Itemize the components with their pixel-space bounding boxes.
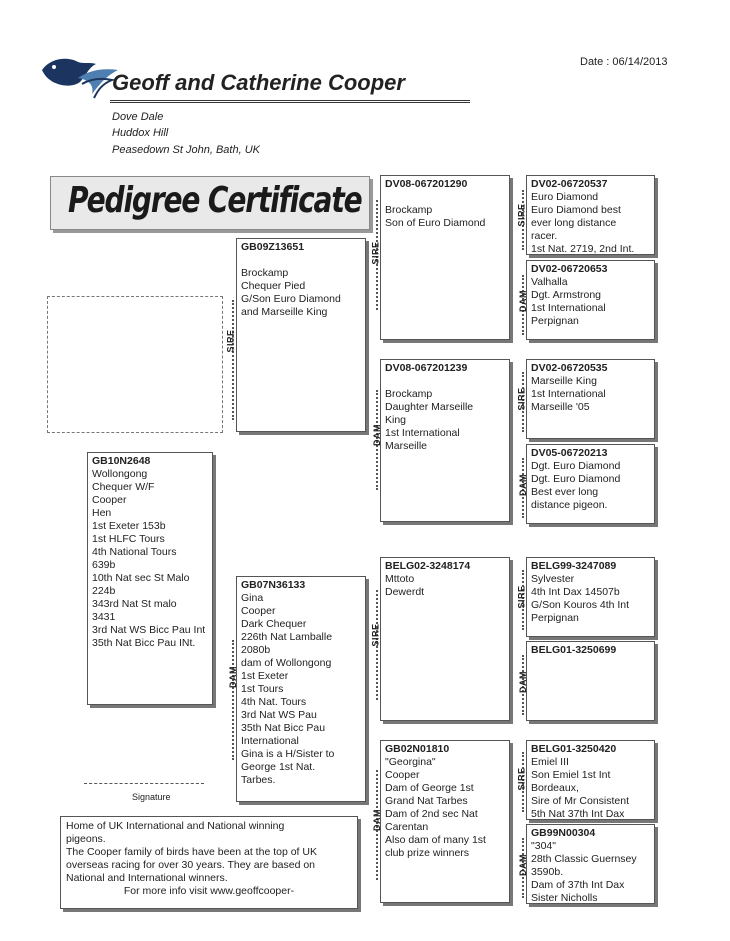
- pigeon-detail-line: 3590b.: [531, 866, 564, 878]
- sire-box: [236, 238, 366, 432]
- address-line-2: Huddox Hill: [112, 127, 169, 139]
- pigeon-detail-line: Marseille King: [531, 375, 597, 387]
- pigeon-detail-line: Daughter Marseille: [385, 401, 474, 413]
- pigeon-detail-line: [241, 254, 361, 267]
- pigeon-detail-line: Sister Nicholls: [531, 892, 598, 904]
- sss-label: SIRE: [516, 203, 527, 227]
- pigeon-detail-line: Dgt. Euro Diamond: [531, 473, 621, 485]
- pigeon-detail-line: King: [385, 414, 407, 426]
- info-line-1: Home of UK International and National winning: [66, 820, 285, 832]
- sire-sire-box: [380, 175, 510, 340]
- dss-label: SIRE: [516, 585, 527, 609]
- ddd-label: DAM: [518, 854, 528, 876]
- info-footer-link: For more info visit www.geoffcooper-: [123, 885, 295, 897]
- pigeon-detail-line: 1st Tours: [241, 683, 284, 695]
- pigeon-detail-line: Dam of 2nd sec Nat: [385, 808, 478, 820]
- pigeon-ring-number: DV05-06720213: [531, 447, 608, 459]
- pigeon-detail-line: Son of Euro Diamond: [385, 217, 486, 229]
- date-label: Date :: [580, 56, 610, 68]
- pigeon-detail-line: Dgt. Euro Diamond: [531, 460, 621, 472]
- info-line-4: overseas racing for over 30 years. They are based on: [66, 859, 316, 871]
- pigeon-detail-line: distance pigeon.: [531, 499, 608, 511]
- address-line-1: Dove Dale: [112, 111, 164, 123]
- pigeon-detail-line: Cooper: [92, 494, 127, 506]
- pigeon-detail-line: racer.: [531, 230, 558, 242]
- pigeon-detail-line: Dgt. Armstrong: [531, 289, 602, 301]
- pigeon-ring-number: GB09Z13651: [241, 241, 305, 253]
- sire-sire-dam-box: [526, 260, 655, 340]
- address-line-3: Peasedown St John, Bath, UK: [112, 144, 260, 156]
- pigeon-detail-line: 1st Exeter: [241, 670, 289, 682]
- pigeon-detail-line: G/Son Kouros 4th Int: [531, 599, 630, 611]
- pigeon-detail-line: 1st International: [531, 388, 606, 400]
- pigeon-detail-line: G/Son Euro Diamond: [241, 293, 341, 305]
- dam-dam-sire-box: [526, 740, 655, 820]
- pigeon-ring-number: BELG01-3250420: [531, 743, 617, 755]
- pigeon-detail-line: Also dam of many 1st: [385, 834, 486, 846]
- pigeon-detail-line: 3rd Nat WS Pau: [241, 709, 317, 721]
- info-line-3: The Cooper family of birds have been at the top of UK: [66, 846, 317, 858]
- pigeon-detail-line: [385, 375, 505, 388]
- dam-sire-sire-box: [526, 557, 655, 637]
- sire-dam-sire-box: [526, 359, 655, 439]
- pigeon-detail-line: ever long distance: [531, 217, 617, 229]
- pigeon-detail-line: 1st International: [385, 427, 460, 439]
- pigeon-detail-line: Dewerdt: [385, 586, 425, 598]
- pigeon-ring-number: BELG99-3247089: [531, 560, 617, 572]
- sire-dam-label: DAM: [372, 424, 382, 446]
- info-line-2: pigeons.: [66, 833, 106, 845]
- pigeon-detail-line: Grand Nat Tarbes: [385, 795, 468, 807]
- pigeon-detail-line: 4th Int Dax 14507b: [531, 586, 620, 598]
- pigeon-detail-line: 224b: [92, 585, 116, 597]
- pigeon-detail-line: Chequer Pied: [241, 280, 306, 292]
- pigeon-detail-line: Marseille '05: [531, 401, 590, 413]
- sire-dam-dam-box: [526, 444, 655, 524]
- pigeon-detail-line: Dam of 37th Int Dax: [531, 879, 625, 891]
- dam-sire-box: [380, 557, 510, 721]
- sire-label: SIRE: [225, 329, 236, 353]
- pigeon-detail-line: Perpignan: [531, 612, 579, 624]
- dsd-label: DAM: [518, 671, 528, 693]
- dam-dam-label: DAM: [372, 809, 382, 831]
- pigeon-detail-line: Gina: [241, 592, 264, 604]
- pigeon-detail-line: 3431: [92, 611, 116, 623]
- pigeon-detail-line: Marseille: [385, 440, 428, 452]
- pigeon-detail-line: dam of Wollongong: [241, 657, 332, 669]
- pigeon-detail-line: Chequer W/F: [92, 481, 155, 493]
- pigeon-detail-line: 3rd Nat WS Bicc Pau Int: [92, 624, 206, 636]
- pigeon-detail-line: Cooper: [385, 769, 420, 781]
- dam-sire-dam-box: [526, 641, 655, 721]
- dam-dam-box: [380, 740, 510, 903]
- connector-subject-sire: [232, 300, 234, 420]
- pigeon-ring-number: DV02-06720535: [531, 362, 608, 374]
- pigeon-detail-line: 4th Nat. Tours: [241, 696, 307, 708]
- pigeon-ring-number: GB99N00304: [531, 827, 596, 839]
- sire-sire-sire-box: [526, 175, 655, 255]
- pigeon-ring-number: BELG02-3248174: [385, 560, 471, 572]
- pigeon-detail-line: Bordeaux,: [531, 782, 579, 794]
- pigeon-detail-line: Mttoto: [385, 573, 415, 585]
- photo-placeholder: [47, 296, 223, 433]
- pigeon-detail-line: Euro Diamond: [531, 191, 599, 203]
- pigeon-detail-line: Best ever long: [531, 486, 599, 498]
- pigeon-ring-number: DV08-067201290: [385, 178, 468, 190]
- pigeon-detail-line: Carentan: [385, 821, 429, 833]
- pigeon-detail-line: Dark Chequer: [241, 618, 307, 630]
- title-underline: [110, 100, 470, 103]
- dove-logo-icon: [40, 50, 120, 100]
- pigeon-detail-line: 1st Nat. 2719, 2nd Int.: [531, 243, 635, 255]
- pigeon-detail-line: Hen: [92, 507, 112, 519]
- info-line-5: National and International winners.: [66, 872, 228, 884]
- pigeon-detail-line: "Georgina": [385, 756, 436, 768]
- pigeon-detail-line: 4th National Tours: [92, 546, 177, 558]
- pigeon-detail-line: and Marseille King: [241, 306, 328, 318]
- certificate-title: Pedigree Certificate: [68, 180, 362, 221]
- pigeon-detail-line: [385, 191, 505, 204]
- pigeon-detail-line: 226th Nat Lamballe: [241, 631, 333, 643]
- pigeon-ring-number: DV02-06720537: [531, 178, 608, 190]
- connector-subject-dam: [232, 640, 234, 760]
- pigeon-detail-line: 1st HLFC Tours: [92, 533, 165, 545]
- dam-box: [236, 576, 366, 802]
- pigeon-detail-line: "304": [531, 840, 556, 852]
- pigeon-detail-line: Valhalla: [531, 276, 568, 288]
- pigeon-detail-line: Dam of George 1st: [385, 782, 474, 794]
- pigeon-detail-line: Brockamp: [241, 267, 289, 279]
- pigeon-detail-line: Brockamp: [385, 204, 433, 216]
- pigeon-detail-line: Euro Diamond best: [531, 204, 621, 216]
- sdd-label: DAM: [518, 474, 528, 496]
- pigeon-ring-number: GB07N36133: [241, 579, 306, 591]
- pigeon-detail-line: Perpignan: [531, 315, 579, 327]
- signature-line: [84, 783, 204, 784]
- pigeon-detail-line: Emiel III: [531, 756, 569, 768]
- pigeon-detail-line: 1st Exeter 153b: [92, 520, 166, 532]
- pigeon-detail-line: 28th Classic Guernsey: [531, 853, 637, 865]
- pigeon-detail-line: 1st International: [531, 302, 606, 314]
- breeder-name: Geoff and Catherine Cooper: [112, 70, 405, 95]
- dam-label: DAM: [228, 666, 238, 688]
- pigeon-ring-number: DV08-067201239: [385, 362, 468, 374]
- pigeon-detail-line: George 1st Nat.: [241, 761, 316, 773]
- pigeon-ring-number: GB02N01810: [385, 743, 450, 755]
- breeder-info-box: [60, 816, 358, 909]
- pigeon-ring-number: GB10N2648: [92, 455, 151, 467]
- sire-dam-box: [380, 359, 510, 522]
- pigeon-detail-line: 2080b: [241, 644, 271, 656]
- pigeon-detail-line: 639b: [92, 559, 116, 571]
- date-value: 06/14/2013: [612, 56, 668, 68]
- subject-pigeon-box: [87, 452, 213, 705]
- pigeon-detail-line: 343rd Nat St malo: [92, 598, 177, 610]
- sire-sire-label: SIRE: [370, 241, 381, 265]
- pigeon-detail-line: Gina is a H/Sister to: [241, 748, 335, 760]
- pigeon-detail-line: 10th Nat sec St Malo: [92, 572, 190, 584]
- pigeon-ring-number: BELG01-3250699: [531, 644, 617, 656]
- dam-sire-label: SIRE: [370, 623, 381, 647]
- dam-dam-dam-box: [526, 824, 655, 904]
- signature-label: Signature: [132, 792, 171, 802]
- pigeon-detail-line: Wollongong: [92, 468, 148, 480]
- pigeon-detail-line: 5th Nat 37th Int Dax: [531, 808, 625, 820]
- pigeon-detail-line: Brockamp: [385, 388, 433, 400]
- certificate-date: [580, 56, 667, 68]
- pigeon-ring-number: DV02-06720653: [531, 263, 608, 275]
- pigeon-detail-line: 35th Nat Bicc Pau: [241, 722, 326, 734]
- pigeon-detail-line: Sire of Mr Consistent: [531, 795, 630, 807]
- dds-label: SIRE: [516, 767, 527, 791]
- pigeon-detail-line: Cooper: [241, 605, 276, 617]
- sds-label: SIRE: [516, 387, 527, 411]
- ssd-label: DAM: [518, 290, 528, 312]
- pigeon-detail-line: Son Emiel 1st Int: [531, 769, 611, 781]
- pigeon-detail-line: International: [241, 735, 299, 747]
- pigeon-detail-line: Tarbes.: [241, 774, 276, 786]
- pigeon-detail-line: Sylvester: [531, 573, 575, 585]
- pigeon-detail-line: 35th Nat Bicc Pau INt.: [92, 637, 196, 649]
- pigeon-detail-line: club prize winners: [385, 847, 470, 859]
